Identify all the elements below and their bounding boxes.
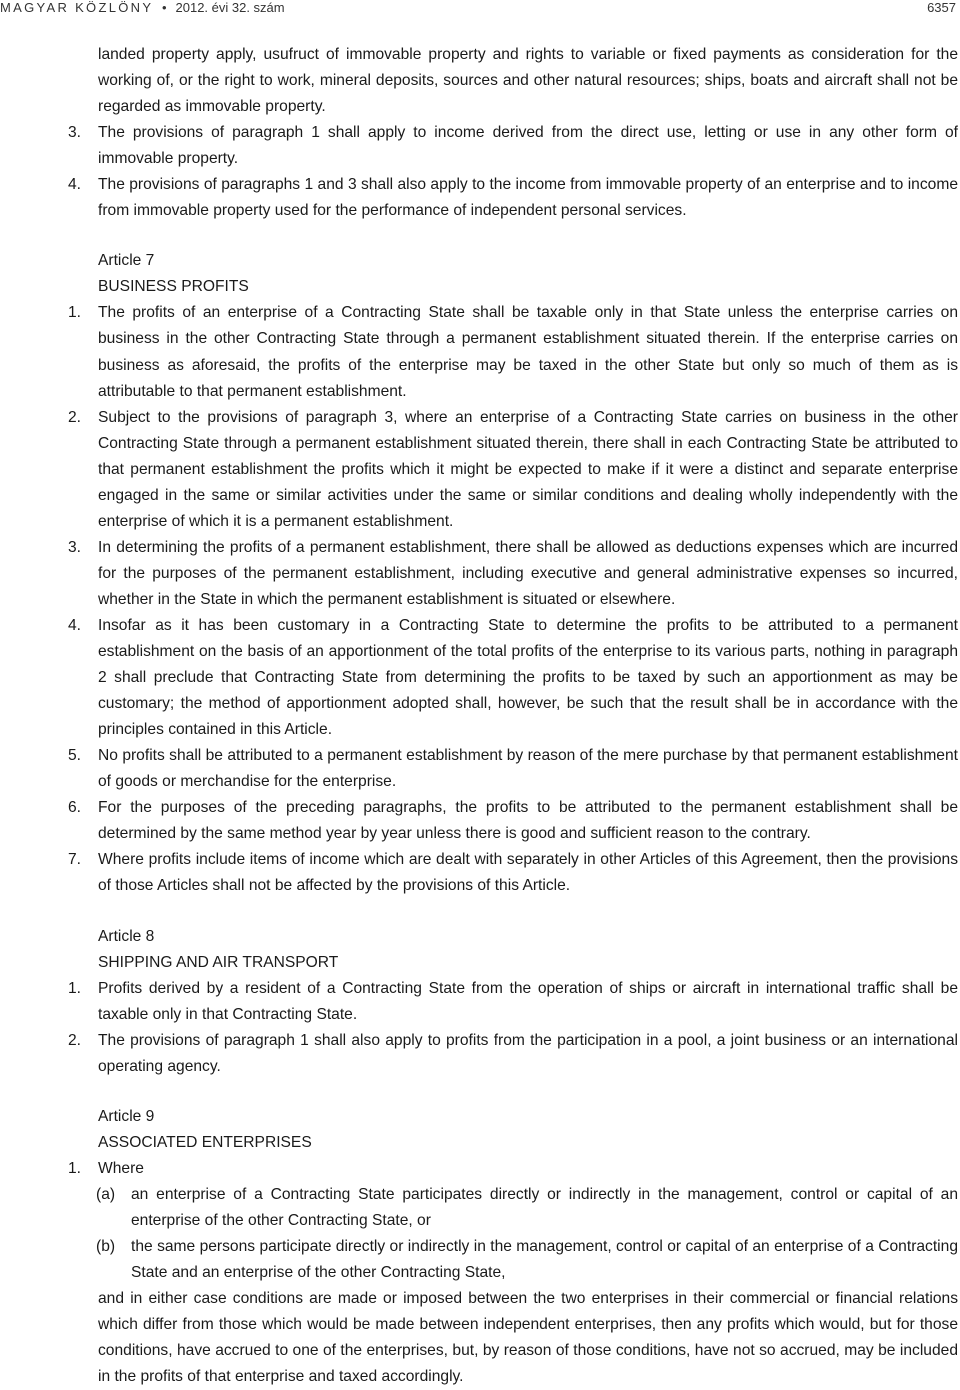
article7-paragraph2 bbox=[68, 405, 958, 535]
item-text: the same persons participate directly or indirectly in the management, control or capital of an enterprise of a Contracting State and an enterprise of the other Contracting State, bbox=[131, 1238, 958, 1282]
article7-subtitle: BUSINESS PROFITS bbox=[98, 278, 249, 296]
article9-item-b bbox=[68, 1234, 958, 1286]
article8-title: Article 8 bbox=[98, 927, 155, 945]
paragraph-number: 1. bbox=[68, 1159, 82, 1177]
item-text: an enterprise of a Contracting State participates directly or indirectly in the management, control or capital of an enterprise of the other Contracting State, or bbox=[131, 1185, 958, 1229]
page-number: 6357 bbox=[927, 0, 956, 15]
article9-paragraph1-intro bbox=[68, 1156, 958, 1182]
paragraph-text: Profits derived by a resident of a Contracting State from the operation of ships or aircraft in international traffic shall be taxable only in that Contracting State. bbox=[98, 979, 958, 1023]
paragraph-text: Subject to the provisions of paragraph 3, where an enterprise of a Contracting State carries on business in the other Contracting State through a permanent establishment situated therein, there shall in each Contracting State be attributed to that permanent establishment the profits which it might be expected to make if it were a distinct and separate enterprise engaged in the same or similar activities under the same or similar conditions and dealing wholly independently with the enterprise of which it is a permanent establishment. bbox=[98, 408, 958, 530]
article8-subtitle: SHIPPING AND AIR TRANSPORT bbox=[98, 953, 339, 971]
article6-paragraph3 bbox=[68, 120, 958, 172]
paragraph-number: 2. bbox=[68, 408, 82, 426]
article8-paragraph1 bbox=[68, 976, 958, 1028]
article7-paragraph6 bbox=[68, 795, 958, 847]
paragraph-number: 3. bbox=[68, 538, 82, 556]
article7-paragraph4 bbox=[68, 613, 958, 743]
article6-paragraph4 bbox=[68, 172, 958, 224]
running-head bbox=[0, 0, 285, 15]
paragraph-number: 2. bbox=[68, 1031, 82, 1049]
article6-paragraph2-continuation: landed property apply, usufruct of immovable property and rights to variable or fixed payments as consideration for the working of, or the right to work, mineral deposits, sources and other natural resources; ships, boats and aircraft shall not be regarded as immovable property. bbox=[98, 46, 958, 116]
bullet-separator: • bbox=[162, 0, 167, 15]
item-label: (a) bbox=[96, 1185, 116, 1203]
paragraph-text: The provisions of paragraph 1 shall apply to income derived from the direct use, letting or use in any other form of immovable property. bbox=[98, 124, 958, 168]
document-body bbox=[68, 42, 958, 1390]
article7-paragraph7 bbox=[68, 847, 958, 899]
paragraph-number: 1. bbox=[68, 979, 82, 997]
paragraph-text: In determining the profits of a permanent establishment, there shall be allowed as deductions expenses which are incurred for the purposes of the permanent establishment, including executive and general administrative expenses so incurred, whether in the State in which the permanent establishment is situated or elsewhere. bbox=[98, 538, 958, 608]
paragraph-number: 7. bbox=[68, 851, 82, 869]
issue-label: 2012. évi 32. szám bbox=[175, 0, 285, 15]
paragraph-text: The provisions of paragraphs 1 and 3 shall also apply to the income from immovable property of an enterprise and to income from immovable property used for the performance of independent personal services. bbox=[98, 176, 958, 220]
paragraph-number: 4. bbox=[68, 616, 82, 634]
paragraph-number: 6. bbox=[68, 799, 82, 817]
article7-paragraph5 bbox=[68, 743, 958, 795]
article9-title: Article 9 bbox=[98, 1107, 155, 1125]
publication-name: MAGYAR KÖZLÖNY bbox=[0, 0, 154, 15]
page-header bbox=[0, 0, 960, 16]
paragraph-text: For the purposes of the preceding paragraphs, the profits to be attributed to the permanent establishment shall be determined by the same method year by year unless there is good and sufficient reason to the contrary. bbox=[98, 799, 958, 843]
paragraph-number: 5. bbox=[68, 747, 82, 765]
article9-item-a bbox=[68, 1182, 958, 1234]
paragraph-text: The provisions of paragraph 1 shall also apply to profits from the participation in a pool, a joint business or an international operating agency. bbox=[98, 1031, 958, 1075]
article9-paragraph1-tail: and in either case conditions are made or imposed between the two enterprises in their commercial or financial relations which differ from those which would be made between independent enterprises, then any profits which would, but for those conditions, have accrued to one of the enterprises, but, by reason of those conditions, have not so accrued, may be included in the profits of that enterprise and taxed accordingly. bbox=[98, 1290, 958, 1386]
paragraph-number: 1. bbox=[68, 304, 82, 322]
paragraph-text: Where bbox=[98, 1159, 144, 1177]
paragraph-number: 4. bbox=[68, 176, 82, 194]
article7-paragraph1 bbox=[68, 300, 958, 404]
paragraph-text: The profits of an enterprise of a Contracting State shall be taxable only in that State unless the enterprise carries on business in the other Contracting State through a permanent establishment situated therein. If the enterprise carries on business as aforesaid, the profits of the enterprise may be taxed in the other State but only so much of them as is attributable to that permanent establishment. bbox=[98, 304, 958, 400]
article7-paragraph3 bbox=[68, 535, 958, 613]
article7-title: Article 7 bbox=[98, 252, 155, 270]
article8-paragraph2 bbox=[68, 1028, 958, 1080]
paragraph-number: 3. bbox=[68, 124, 82, 142]
paragraph-text: No profits shall be attributed to a permanent establishment by reason of the mere purchase by that permanent establishment of goods or merchandise for the enterprise. bbox=[98, 747, 958, 791]
item-label: (b) bbox=[96, 1238, 116, 1256]
article9-subtitle: ASSOCIATED ENTERPRISES bbox=[98, 1133, 312, 1151]
paragraph-text: Where profits include items of income which are dealt with separately in other Articles of this Agreement, then the provisions of those Articles shall not be affected by the provisions of this Article. bbox=[98, 851, 958, 895]
paragraph-text: Insofar as it has been customary in a Contracting State to determine the profits to be attributed to a permanent establishment on the basis of an apportionment of the total profits of the enterprise to its various parts, nothing in paragraph 2 shall preclude that Contracting State from determining the profits to be taxed by such an apportionment as may be customary; the method of apportionment adopted shall, however, be such that the result shall be in accordance with the principles contained in this Article. bbox=[98, 616, 958, 739]
